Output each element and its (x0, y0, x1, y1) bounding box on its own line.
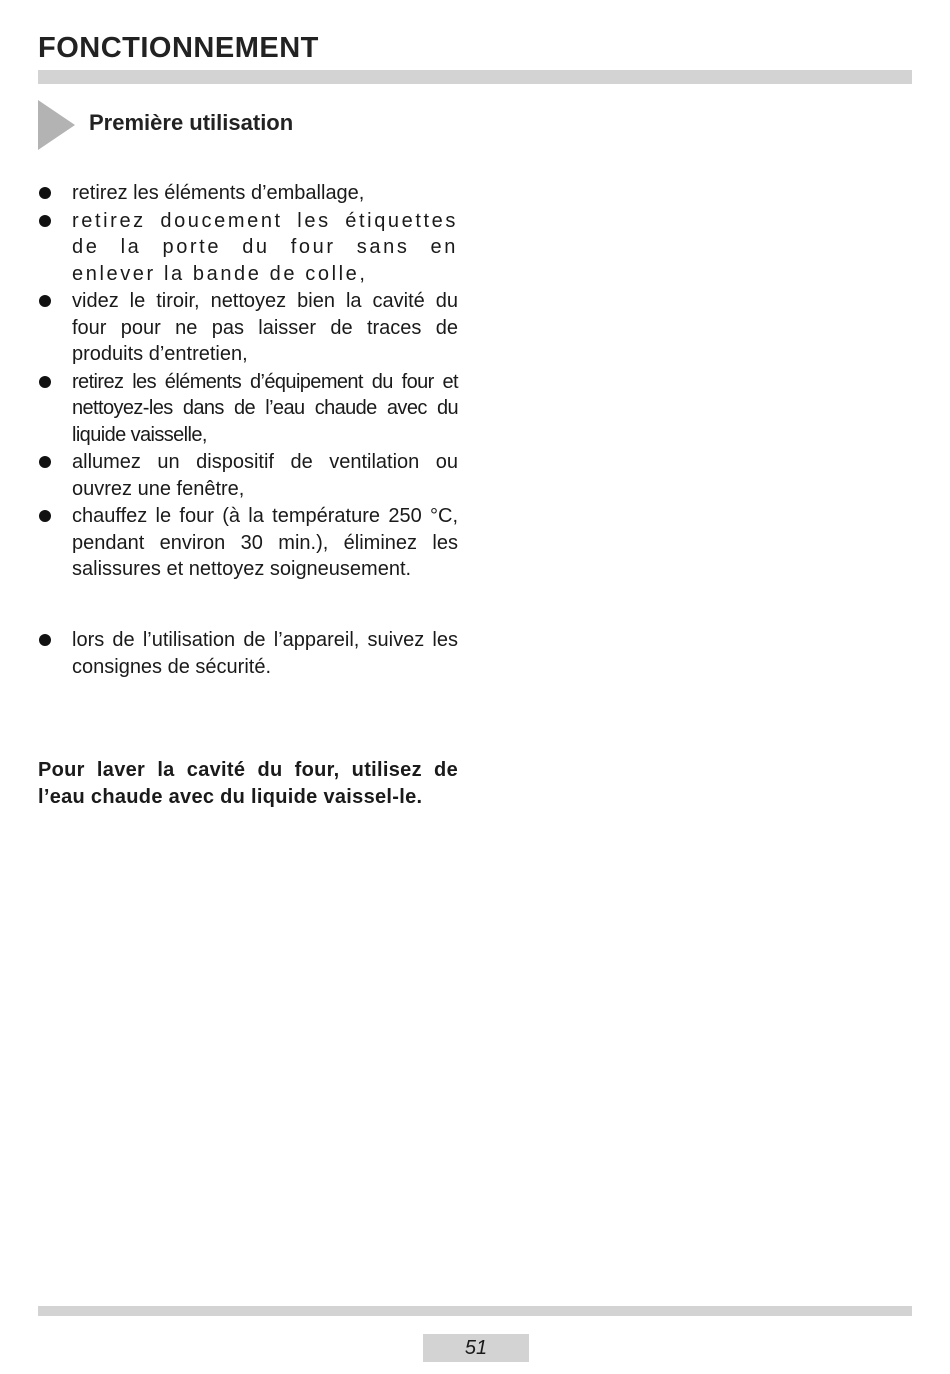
page-title: FONCTIONNEMENT (38, 32, 319, 64)
bullet-icon (39, 376, 51, 388)
first-use-steps-list (38, 180, 458, 584)
list-item-text: chauffez le four (à la température 250 °C, pendant environ 30 min.), éliminez les salissures et nettoyez soigneusement. (72, 505, 458, 580)
triangle-right-icon (38, 100, 75, 150)
list-item-text: retirez les éléments d’équipement du four et nettoyez-les dans de l’eau chaude avec du liquide vaisselle, (72, 370, 458, 446)
bullet-icon (39, 215, 51, 227)
list-item-text: retirez doucement les étiquettes de la porte du four sans en enlever la bande de colle, (72, 209, 458, 285)
list-item (38, 503, 458, 583)
list-item-text: retirez les éléments d’emballage, (72, 182, 365, 204)
page-number: 51 (423, 1334, 529, 1362)
list-item (38, 449, 458, 502)
footer-divider (38, 1306, 912, 1316)
bullet-icon (39, 510, 51, 522)
list-item-text: allumez un dispositif de ventilation ou ouvrez une fenêtre, (72, 451, 458, 500)
safety-note-list (38, 627, 458, 681)
bullet-icon (39, 295, 51, 307)
bullet-icon (39, 634, 51, 646)
header-divider (38, 70, 912, 84)
list-item (38, 288, 458, 368)
list-item (38, 369, 458, 449)
list-item (38, 208, 458, 288)
bullet-icon (39, 456, 51, 468)
list-item-text: videz le tiroir, nettoyez bien la cavité du four pour ne pas laisser de traces de produits d’entretien, (72, 290, 458, 365)
cleaning-advice: Pour laver la cavité du four, utilisez de l’eau chaude avec du liquide vaissel-le. (38, 759, 458, 808)
section-heading: Première utilisation (89, 110, 294, 135)
safety-note-text: lors de l’utilisation de l’appareil, suivez les consignes de sécurité. (72, 629, 458, 678)
safety-note-item (38, 627, 458, 680)
bullet-icon (39, 187, 51, 199)
list-item (38, 180, 458, 207)
